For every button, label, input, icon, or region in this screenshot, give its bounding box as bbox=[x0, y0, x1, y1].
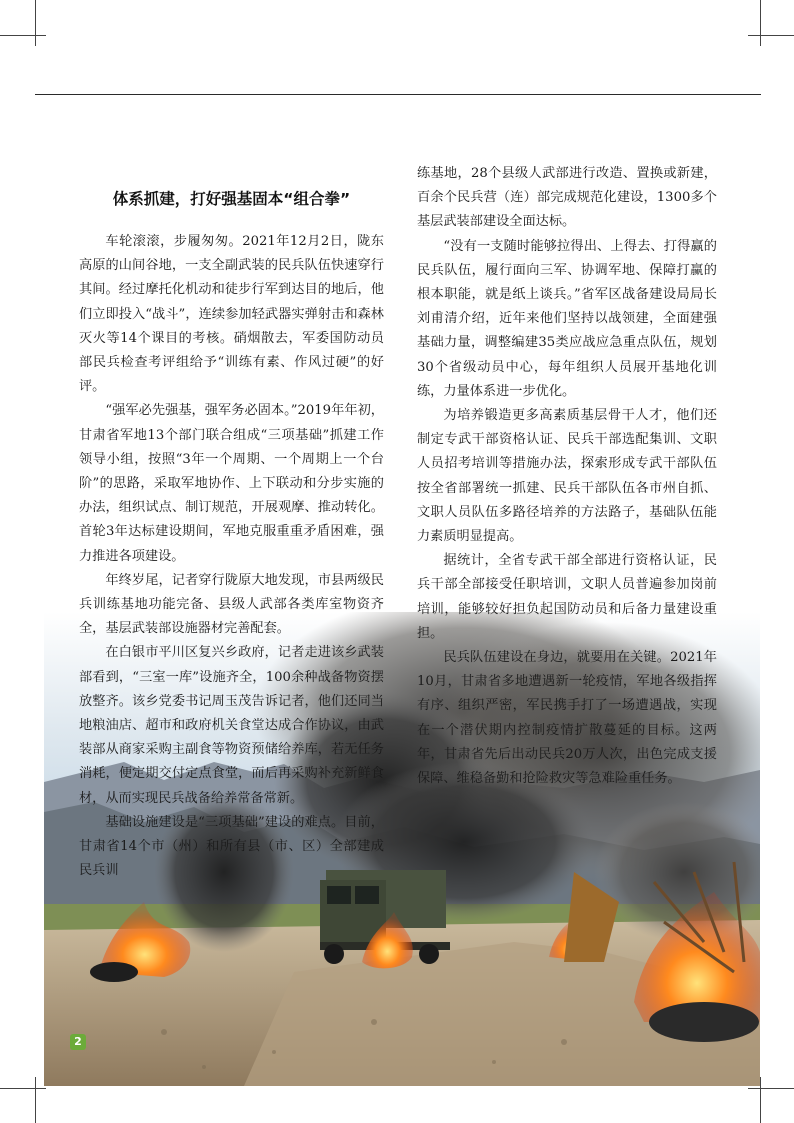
crop-mark-bl-v bbox=[35, 1077, 36, 1123]
left-column bbox=[79, 230, 384, 883]
crop-mark-br-h bbox=[748, 1088, 794, 1089]
paragraph: 为培养锻造更多高素质基层骨干人才，他们还制定专武干部资格认证、民兵干部选配集训、文职人员招考培训等措施办法，探索形成专武干部队伍按全省部署统一抓建、民兵干部队伍各市州自抓、文职人员队伍多路径培养的方法路子，基础队伍能力素质明显提高。 bbox=[417, 408, 717, 545]
crop-mark-tr-v bbox=[760, 0, 761, 46]
crop-mark-br-v bbox=[760, 1077, 761, 1123]
header-rule bbox=[35, 94, 761, 95]
crop-mark-tl-v bbox=[35, 0, 36, 46]
paragraph: “没有一支随时能够拉得出、上得去、打得赢的民兵队伍，履行面向三军、协调军地、保障打赢的根本职能，就是纸上谈兵。”省军区战备建设局局长刘甫清介绍，近年来他们坚持以战领建，全面建强基础力量，调整编建35类应战应急重点队伍，规划30个省级动员中心，每年组织人员展开基地化训练，力量体系进一步优化。 bbox=[417, 238, 717, 399]
paragraph: 民兵队伍建设在身边，就要用在关键。2021年10月，甘肃省多地遭遇新一轮疫情，军地各级指挥有序、组织严密，军民携手打了一场遭遇战，实现在一个潜伏期内控制疫情扩散蔓延的目标。这两年，甘肃省先后出动民兵20万人次，出色完成支援保障、维稳备勤和抢险救灾等急难险重任务。 bbox=[417, 650, 717, 787]
page-number: 2 bbox=[70, 1034, 86, 1050]
right-column bbox=[417, 162, 717, 791]
paragraph: 车轮滚滚，步履匆匆。2021年12月2日，陇东高原的山间谷地，一支全副武装的民兵队伍快速穿行其间。经过摩托化机动和徒步行军到达目的地后，他们立即投入“战斗”，连续参加轻武器实弹射击和森林灭火等14个课目的考核。硝烟散去，军委国防动员部民兵检查考评组给予“训练有素、作风过硬”的好评。 bbox=[79, 234, 384, 395]
crop-mark-bl-h bbox=[0, 1088, 46, 1089]
section-heading: 体系抓建，打好强基固本“组合拳” bbox=[112, 190, 351, 208]
paragraph: 年终岁尾，记者穿行陇原大地发现，市县两级民兵训练基地功能完备、县级人武部各类库室物资齐全，基层武装部设施器材完善配套。 bbox=[79, 572, 384, 637]
paragraph: 练基地，28个县级人武部进行改造、置换或新建，百余个民兵营（连）部完成规范化建设，1300多个基层武装部建设全面达标。 bbox=[417, 166, 717, 230]
paragraph: 在白银市平川区复兴乡政府，记者走进该乡武装部看到，“三室一库”设施齐全，100余种战备物资摆放整齐。该乡党委书记周玉茂告诉记者，他们还同当地粮油店、超市和政府机关食堂达成合作协议，由武装部从商家采购主副食等物资预储给养库，若无任务消耗，便定期交付定点食堂，而后再采购补充新鲜食材，从而实现民兵战备给养常备常新。 bbox=[79, 645, 384, 806]
paragraph: 据统计，全省专武干部全部进行资格认证，民兵干部全部接受任职培训，文职人员普遍参加岗前培训，能够较好担负起国防动员和后备力量建设重担。 bbox=[417, 553, 717, 641]
paragraph: 基础设施建设是“三项基础”建设的难点。目前，甘肃省14个市（州）和所有县（市、区）全部建成民兵训 bbox=[79, 814, 384, 879]
crop-mark-tl-h bbox=[0, 35, 46, 36]
paragraph: “强军必先强基，强军务必固本。”2019年年初，甘肃省军地13个部门联合组成“三项基础”抓建工作领导小组，按照“3年一个周期、一个周期上一个台阶”的思路，采取军地协作、上下联动和分步实施的办法，组织试点、制订规范，开展观摩、推动转化。首轮3年达标建设期间，军地克服重重矛盾困难，强力推进各项建设。 bbox=[79, 403, 384, 564]
crop-mark-tr-h bbox=[748, 35, 794, 36]
